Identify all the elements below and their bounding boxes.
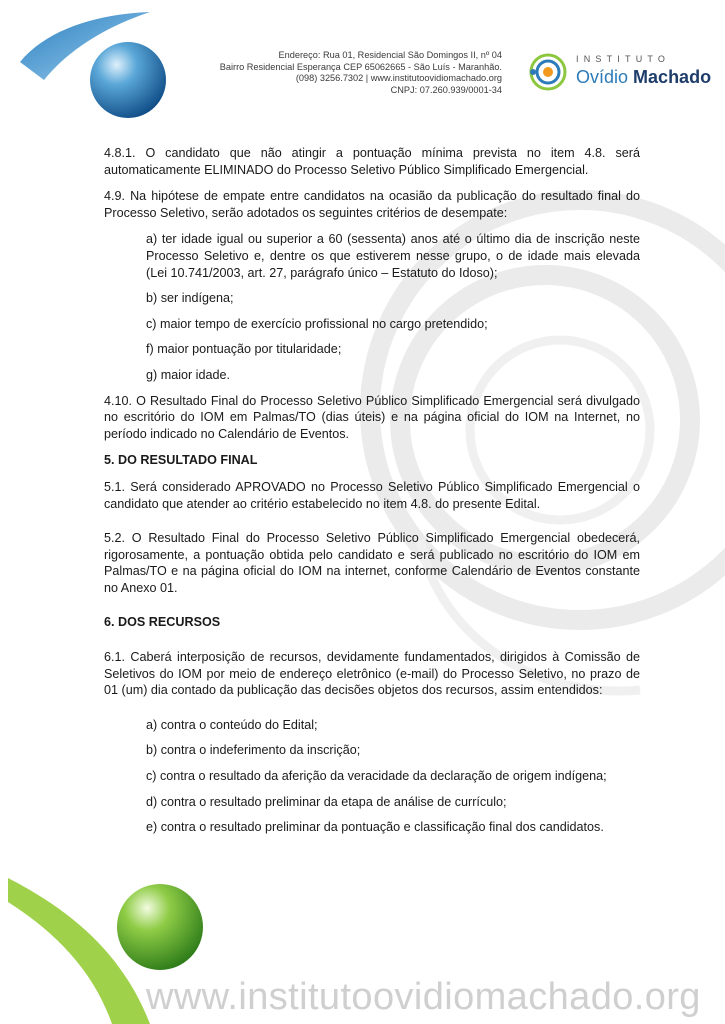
- section-heading-6: 6. DOS RECURSOS: [104, 615, 221, 630]
- footer-website-url: www.institutoovidiomachado.org: [146, 976, 701, 1018]
- tiebreaker-item: f) maior pontuação por titularidade;: [146, 342, 342, 357]
- appeal-item: c) contra o resultado da aferição da veracidade da declaração de origem indígena;: [146, 769, 607, 784]
- paragraph-4-8-1: 4.8.1. O candidato que não atingir a pontuação mínima prevista no item 4.8. será automaticamente ELIMINADO do Processo Seletivo Público Simplificado Emergencial.: [104, 146, 640, 177]
- tiebreaker-item: c) maior tempo de exercício profissional no cargo pretendido;: [146, 316, 488, 331]
- cnpj-line: CNPJ: 07.260.939/0001-34: [390, 84, 502, 95]
- appeal-item: a) contra o conteúdo do Edital;: [146, 717, 318, 732]
- section-heading-5: 5. DO RESULTADO FINAL: [104, 453, 258, 468]
- blue-sphere-shape: [90, 42, 166, 118]
- logo-rings-icon: [526, 52, 570, 92]
- tiebreaker-item: g) maior idade.: [146, 367, 230, 382]
- document-body: [104, 145, 640, 845]
- appeal-item: b) contra o indeferimento da inscrição;: [146, 743, 361, 758]
- paragraph-5-1: 5.1. Será considerado APROVADO no Processo Seletivo Público Simplificado Emergencial o candidato que atender ao critério estabelecido no item 4.8. do presente Edital.: [104, 479, 640, 511]
- logo-subtitle: INSTITUTO: [576, 54, 671, 64]
- tiebreaker-item: a) ter idade igual ou superior a 60 (sessenta) anos até o último dia de inscrição neste Processo Seletivo e, dentre os que estiverem nesse grupo, o de idade mais elevada (Lei 10.741/2003, art. 27, parágrafo único – Estatuto do Idoso);: [146, 232, 640, 280]
- address-line: Bairro Residencial Esperança CEP 65062665 - São Luís - Maranhão.: [219, 61, 502, 72]
- paragraph-4-9: 4.9. Na hipótese de empate entre candidatos na ocasião da publicação do resultado final do Processo Seletivo, serão adotados os seguintes critérios de desempate:: [104, 189, 640, 220]
- paragraph-5-2: 5.2. O Resultado Final do Processo Seletivo Público Simplificado Emergencial obedecerá, rigorosamente, a pontuação obtida pelo candidato e será publicado no escritório do IOM em Palmas/TO e na página oficial do IOM na internet, conforme Calendário de Eventos constante no Anexo 01.: [104, 531, 640, 595]
- paragraph-4-10: 4.10. O Resultado Final do Processo Seletivo Público Simplificado Emergencial será divulgado no escritório do IOM em Palmas/TO (dias úteis) e na página oficial do IOM na Internet, no período indicado no Calendário de Eventos.: [104, 393, 640, 441]
- tiebreaker-item: b) ser indígena;: [146, 291, 234, 306]
- appeal-item: e) contra o resultado preliminar da pontuação e classificação final dos candidatos.: [146, 820, 604, 835]
- header-address-block: [200, 50, 502, 96]
- phone-website-line: (098) 3256.7302 | www.institutoovidiomachado.org: [295, 73, 502, 84]
- institute-logo: [526, 50, 712, 94]
- paragraph-6-1: 6.1. Caberá interposição de recursos, devidamente fundamentados, dirigidos à Comissão de Seletivos do IOM por meio de endereço eletrônico (e-mail) do Processo Seletivo, no prazo de 01 (um) dia contado da publicação das decisões objetos dos recursos, assim entendidos:: [104, 650, 640, 698]
- appeal-item: d) contra o resultado preliminar da etapa de análise de currículo;: [146, 794, 507, 809]
- logo-name: [576, 67, 711, 88]
- logo-name-part1: Ovídio: [576, 67, 629, 87]
- logo-name-part2: Machado: [633, 67, 712, 87]
- address-line: Endereço: Rua 01, Residencial São Domingos II, nº 04: [278, 50, 502, 60]
- green-sphere-shape: [117, 884, 203, 970]
